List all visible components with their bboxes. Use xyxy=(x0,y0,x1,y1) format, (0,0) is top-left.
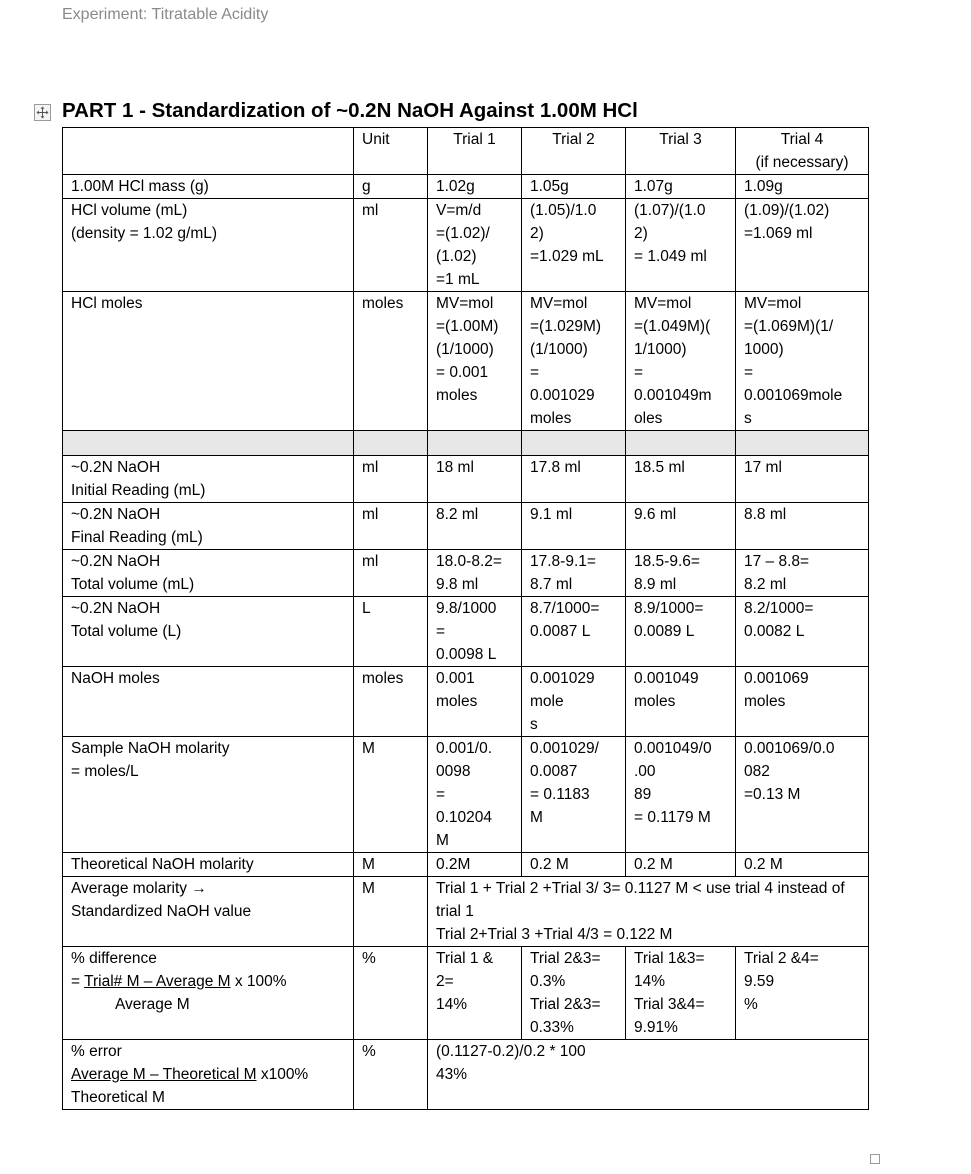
cell-trial-3: 9.6 ml xyxy=(626,503,736,550)
table-resize-handle-icon[interactable] xyxy=(870,1154,880,1164)
cell-trial-1: Trial 1 & 2= 14% xyxy=(428,947,522,1040)
row-label: HCl moles xyxy=(63,292,354,431)
cell-trial-2: 0.001029/ 0.0087 = 0.1183 M xyxy=(522,737,626,853)
cell-trial-3: 8.9/1000= 0.0089 L xyxy=(626,597,736,667)
table-row-average-molarity xyxy=(63,877,869,947)
table-row-hcl-moles xyxy=(63,292,869,431)
table-row-naoh-total-l xyxy=(63,597,869,667)
row-label: ~0.2N NaOH Initial Reading (mL) xyxy=(63,456,354,503)
cell-trial-1: 18.0-8.2= 9.8 ml xyxy=(428,550,522,597)
cell-trial-4: 0.2 M xyxy=(736,853,869,877)
header-trial-3: Trial 3 xyxy=(626,128,736,175)
cell-trial-3: 0.001049/0 .00 89 = 0.1179 M xyxy=(626,737,736,853)
standardization-table xyxy=(62,127,869,1110)
cell-trial-4: 17 ml xyxy=(736,456,869,503)
cell-trial-4: 1.09g xyxy=(736,175,869,199)
cell-trial-3: MV=mol =(1.049M)( 1/1000) = 0.001049m oles xyxy=(626,292,736,431)
cell-trial-1: 9.8/1000 = 0.0098 L xyxy=(428,597,522,667)
table-row-spacer xyxy=(63,431,869,456)
table-row-hcl-volume xyxy=(63,199,869,292)
cell-trial-3: 18.5 ml xyxy=(626,456,736,503)
pct-diff-formula: = Trial# M – Average M x 100% xyxy=(71,973,287,990)
row-label: Theoretical NaOH molarity xyxy=(63,853,354,877)
cell-trial-2: 17.8-9.1= 8.7 ml xyxy=(522,550,626,597)
row-label: ~0.2N NaOH Total volume (L) xyxy=(63,597,354,667)
cell-trial-3: 18.5-9.6= 8.9 ml xyxy=(626,550,736,597)
pct-diff-title: % difference xyxy=(71,950,157,967)
cell-trial-3: 0.2 M xyxy=(626,853,736,877)
row-label: 1.00M HCl mass (g) xyxy=(63,175,354,199)
row-unit: % xyxy=(354,1040,428,1110)
table-row-naoh-initial xyxy=(63,456,869,503)
cell-trial-2: MV=mol =(1.029M) (1/1000) = 0.001029 moles xyxy=(522,292,626,431)
cell-trial-1: 18 ml xyxy=(428,456,522,503)
cell-trial-2: 8.7/1000= 0.0087 L xyxy=(522,597,626,667)
row-label: ~0.2N NaOH Final Reading (mL) xyxy=(63,503,354,550)
pct-error-title: % error xyxy=(71,1043,122,1060)
cell-trial-3: 1.07g xyxy=(626,175,736,199)
header-trial-2: Trial 2 xyxy=(522,128,626,175)
header-unit: Unit xyxy=(354,128,428,175)
cell-trial-2: 17.8 ml xyxy=(522,456,626,503)
row-label: HCl volume (mL) (density = 1.02 g/mL) xyxy=(63,199,354,292)
cell-trial-1: 8.2 ml xyxy=(428,503,522,550)
cell-trial-4: 0.001069/0.0 082 =0.13 M xyxy=(736,737,869,853)
cell-trial-1: 0.001/0. 0098 = 0.10204 M xyxy=(428,737,522,853)
cell-trial-4: MV=mol =(1.069M)(1/ 1000) = 0.001069mole s xyxy=(736,292,869,431)
part-title: PART 1 - Standardization of ~0.2N NaOH Against 1.00M HCl xyxy=(62,99,638,122)
row-unit: moles xyxy=(354,667,428,737)
row-unit: M xyxy=(354,737,428,853)
cell-trial-1: 1.02g xyxy=(428,175,522,199)
cell-trial-4: 8.8 ml xyxy=(736,503,869,550)
document-header: Experiment: Titratable Acidity xyxy=(62,6,269,23)
cell-trial-4: (1.09)/(1.02) =1.069 ml xyxy=(736,199,869,292)
table-row-percent-difference xyxy=(63,947,869,1040)
cell-trial-2: (1.05)/1.0 2) =1.029 mL xyxy=(522,199,626,292)
cell-trial-4: 17 – 8.8= 8.2 ml xyxy=(736,550,869,597)
cell-trial-2: 9.1 ml xyxy=(522,503,626,550)
row-unit: % xyxy=(354,947,428,1040)
cell-trial-1: MV=mol =(1.00M) (1/1000) = 0.001 moles xyxy=(428,292,522,431)
row-unit: ml xyxy=(354,503,428,550)
cell-trial-2: 0.2 M xyxy=(522,853,626,877)
header-row xyxy=(63,128,869,175)
header-trial-4: Trial 4 (if necessary) xyxy=(736,128,869,175)
row-unit: M xyxy=(354,877,428,947)
cell-trial-3: 0.001049 moles xyxy=(626,667,736,737)
table-row-naoh-moles xyxy=(63,667,869,737)
row-unit: L xyxy=(354,597,428,667)
row-unit: ml xyxy=(354,550,428,597)
cell-trial-4: 0.001069 moles xyxy=(736,667,869,737)
row-label-percent-difference xyxy=(63,947,354,1040)
cell-trial-2: Trial 2&3= 0.3% Trial 2&3= 0.33% xyxy=(522,947,626,1040)
cell-trial-1: 0.2M xyxy=(428,853,522,877)
pct-error-formula: Average M – Theoretical M x100% xyxy=(71,1066,309,1083)
cell-trial-2: 1.05g xyxy=(522,175,626,199)
cell-trial-4: 8.2/1000= 0.0082 L xyxy=(736,597,869,667)
row-unit: ml xyxy=(354,199,428,292)
row-label: Average molarity → Standardized NaOH value xyxy=(63,877,354,947)
table-row-theoretical-molarity xyxy=(63,853,869,877)
table-row-naoh-total-ml xyxy=(63,550,869,597)
pct-diff-denominator: Average M xyxy=(115,996,190,1013)
header-trial-1: Trial 1 xyxy=(428,128,522,175)
row-unit: ml xyxy=(354,456,428,503)
row-unit: moles xyxy=(354,292,428,431)
row-label: Sample NaOH molarity = moles/L xyxy=(63,737,354,853)
row-label-percent-error xyxy=(63,1040,354,1110)
table-row-hcl-mass xyxy=(63,175,869,199)
cell-trial-3: (1.07)/(1.0 2) = 1.049 ml xyxy=(626,199,736,292)
cell-trial-2: 0.001029 mole s xyxy=(522,667,626,737)
table-move-handle-icon[interactable] xyxy=(34,104,51,121)
row-unit: g xyxy=(354,175,428,199)
pct-error-denominator: Theoretical M xyxy=(71,1089,165,1106)
table-row-percent-error xyxy=(63,1040,869,1110)
cell-trial-4: Trial 2 &4= 9.59 % xyxy=(736,947,869,1040)
cell-trial-3: Trial 1&3= 14% Trial 3&4= 9.91% xyxy=(626,947,736,1040)
percent-error-value: (0.1127-0.2)/0.2 * 100 43% xyxy=(428,1040,869,1110)
table-row-sample-molarity xyxy=(63,737,869,853)
cell-trial-1: V=m/d =(1.02)/ (1.02) =1 mL xyxy=(428,199,522,292)
header-label-cell xyxy=(63,128,354,175)
row-label: ~0.2N NaOH Total volume (mL) xyxy=(63,550,354,597)
row-label: NaOH moles xyxy=(63,667,354,737)
cell-trial-1: 0.001 moles xyxy=(428,667,522,737)
row-unit: M xyxy=(354,853,428,877)
table-row-naoh-final xyxy=(63,503,869,550)
average-molarity-value: Trial 1 + Trial 2 +Trial 3/ 3= 0.1127 M < use trial 4 instead of trial 1 Trial 2+Trial 3 +Trial 4/3 = 0.122 M xyxy=(428,877,869,947)
